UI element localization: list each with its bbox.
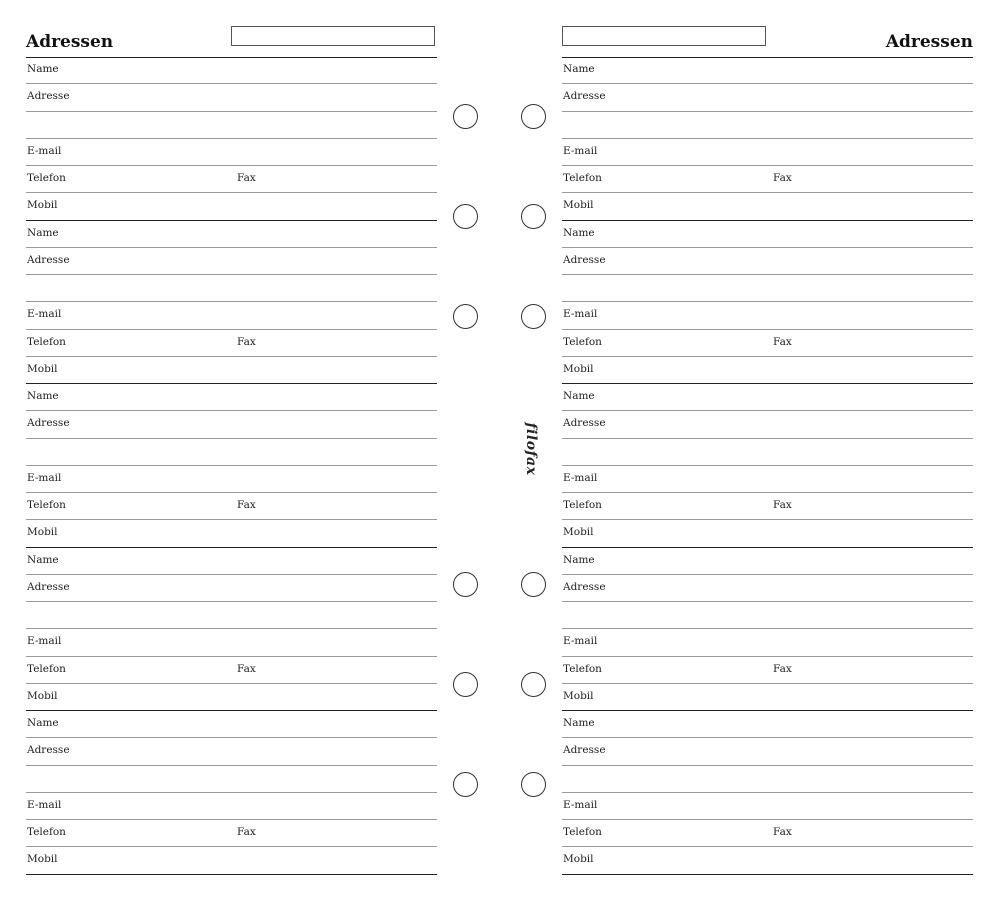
address-continuation-row[interactable]	[562, 602, 973, 629]
page-title: Adressen	[885, 32, 973, 52]
binder-hole	[453, 204, 478, 229]
address-continuation-row[interactable]	[26, 112, 437, 139]
name-label: Name	[563, 717, 595, 729]
address-label: Adresse	[563, 417, 606, 430]
email-row[interactable]	[562, 793, 973, 820]
name-row[interactable]	[26, 57, 437, 84]
phone-label: Telefon	[27, 826, 66, 838]
address-label: Adresse	[27, 744, 70, 757]
mobile-row[interactable]	[26, 520, 437, 547]
brand-logo: filofax	[523, 422, 539, 476]
email-row[interactable]	[562, 302, 973, 329]
phone-row[interactable]	[26, 330, 437, 357]
fax-label: Fax	[237, 335, 256, 348]
address-label: Adresse	[563, 580, 606, 593]
address-row[interactable]	[26, 738, 437, 765]
mobile-row[interactable]	[26, 684, 437, 711]
right-page	[562, 0, 973, 900]
mobile-label: Mobil	[27, 362, 58, 375]
name-row[interactable]	[562, 711, 973, 738]
email-label: E-mail	[27, 635, 62, 648]
name-label: Name	[27, 226, 59, 239]
binder-hole	[521, 772, 546, 797]
phone-label: Telefon	[563, 335, 602, 348]
page-title: Adressen	[26, 32, 114, 52]
mobile-label: Mobil	[563, 199, 594, 212]
address-row[interactable]	[26, 575, 437, 602]
name-label: Name	[563, 63, 595, 75]
phone-label: Telefon	[563, 662, 602, 675]
phone-label: Telefon	[27, 172, 66, 184]
phone-row[interactable]	[562, 330, 973, 357]
phone-row[interactable]	[562, 493, 973, 520]
binder-hole	[453, 772, 478, 797]
address-row[interactable]	[562, 84, 973, 111]
mobile-row[interactable]	[562, 520, 973, 547]
address-label: Adresse	[563, 253, 606, 266]
name-row[interactable]	[26, 548, 437, 575]
email-label: E-mail	[27, 144, 62, 157]
fax-label: Fax	[237, 172, 256, 184]
phone-row[interactable]	[26, 820, 437, 847]
name-row[interactable]	[562, 221, 973, 248]
address-continuation-row[interactable]	[562, 112, 973, 139]
email-label: E-mail	[563, 798, 598, 811]
phone-row[interactable]	[562, 166, 973, 193]
email-label: E-mail	[27, 798, 62, 811]
name-label: Name	[563, 553, 595, 566]
binder-hole	[521, 304, 546, 329]
address-row[interactable]	[562, 411, 973, 438]
mobile-label: Mobil	[563, 689, 594, 702]
address-continuation-row[interactable]	[562, 439, 973, 466]
fax-label: Fax	[773, 172, 792, 184]
address-label: Adresse	[563, 90, 606, 103]
name-label: Name	[27, 717, 59, 729]
fax-label: Fax	[773, 499, 792, 511]
name-label: Name	[27, 390, 59, 402]
name-label: Name	[563, 226, 595, 239]
binder-hole	[521, 104, 546, 129]
address-continuation-row[interactable]	[26, 766, 437, 793]
email-row[interactable]	[26, 629, 437, 656]
binder-hole	[453, 572, 478, 597]
header-field[interactable]	[562, 26, 766, 46]
binder-hole	[453, 104, 478, 129]
phone-label: Telefon	[27, 499, 66, 511]
address-label: Adresse	[27, 417, 70, 430]
mobile-row[interactable]	[26, 193, 437, 220]
email-row[interactable]	[26, 302, 437, 329]
email-label: E-mail	[563, 144, 598, 157]
phone-label: Telefon	[563, 172, 602, 184]
phone-row[interactable]	[26, 166, 437, 193]
address-row[interactable]	[26, 84, 437, 111]
mobile-row[interactable]	[562, 193, 973, 220]
address-continuation-row[interactable]	[26, 602, 437, 629]
phone-label: Telefon	[27, 662, 66, 675]
address-label: Adresse	[27, 580, 70, 593]
mobile-row[interactable]	[562, 847, 973, 874]
phone-label: Telefon	[563, 826, 602, 838]
email-label: E-mail	[563, 471, 598, 484]
name-label: Name	[27, 553, 59, 566]
email-row[interactable]	[26, 466, 437, 493]
phone-row[interactable]	[26, 657, 437, 684]
email-row[interactable]	[562, 466, 973, 493]
fax-label: Fax	[237, 826, 256, 838]
address-row[interactable]	[26, 411, 437, 438]
mobile-label: Mobil	[27, 199, 58, 212]
mobile-label: Mobil	[563, 526, 594, 539]
mobile-label: Mobil	[27, 689, 58, 702]
email-row[interactable]	[562, 629, 973, 656]
mobile-row[interactable]	[562, 684, 973, 711]
mobile-row[interactable]	[562, 357, 973, 384]
email-row[interactable]	[26, 139, 437, 166]
mobile-label: Mobil	[27, 853, 58, 866]
phone-label: Telefon	[563, 499, 602, 511]
fax-label: Fax	[773, 662, 792, 675]
name-row[interactable]	[26, 711, 437, 738]
mobile-label: Mobil	[563, 362, 594, 375]
email-row[interactable]	[562, 139, 973, 166]
name-row[interactable]	[562, 57, 973, 84]
mobile-label: Mobil	[27, 526, 58, 539]
fax-label: Fax	[237, 499, 256, 511]
mobile-row[interactable]	[26, 357, 437, 384]
phone-row[interactable]	[26, 493, 437, 520]
left-page-header	[26, 24, 437, 58]
fax-label: Fax	[773, 335, 792, 348]
address-row[interactable]	[562, 738, 973, 765]
name-row[interactable]	[562, 548, 973, 575]
binder-hole	[453, 672, 478, 697]
binder-hole	[453, 304, 478, 329]
name-label: Name	[563, 390, 595, 402]
address-row[interactable]	[26, 248, 437, 275]
address-continuation-row[interactable]	[562, 766, 973, 793]
right-page-header	[562, 24, 973, 58]
email-label: E-mail	[27, 471, 62, 484]
phone-label: Telefon	[27, 335, 66, 348]
address-continuation-row[interactable]	[562, 275, 973, 302]
email-label: E-mail	[563, 635, 598, 648]
address-label: Adresse	[563, 744, 606, 757]
fax-label: Fax	[773, 826, 792, 838]
header-field[interactable]	[231, 26, 435, 46]
name-row[interactable]	[26, 384, 437, 411]
address-continuation-row[interactable]	[26, 275, 437, 302]
name-label: Name	[27, 63, 59, 75]
address-row[interactable]	[562, 575, 973, 602]
address-row[interactable]	[562, 248, 973, 275]
address-label: Adresse	[27, 90, 70, 103]
binder-hole	[521, 572, 546, 597]
binder-hole	[521, 204, 546, 229]
address-continuation-row[interactable]	[26, 439, 437, 466]
email-label: E-mail	[27, 308, 62, 321]
left-page	[26, 0, 437, 900]
address-label: Adresse	[27, 253, 70, 266]
phone-row[interactable]	[562, 820, 973, 847]
mobile-label: Mobil	[563, 853, 594, 866]
name-row[interactable]	[562, 384, 973, 411]
binder-hole	[521, 672, 546, 697]
fax-label: Fax	[237, 662, 256, 675]
mobile-row[interactable]	[26, 847, 437, 874]
phone-row[interactable]	[562, 657, 973, 684]
name-row[interactable]	[26, 221, 437, 248]
email-label: E-mail	[563, 308, 598, 321]
email-row[interactable]	[26, 793, 437, 820]
